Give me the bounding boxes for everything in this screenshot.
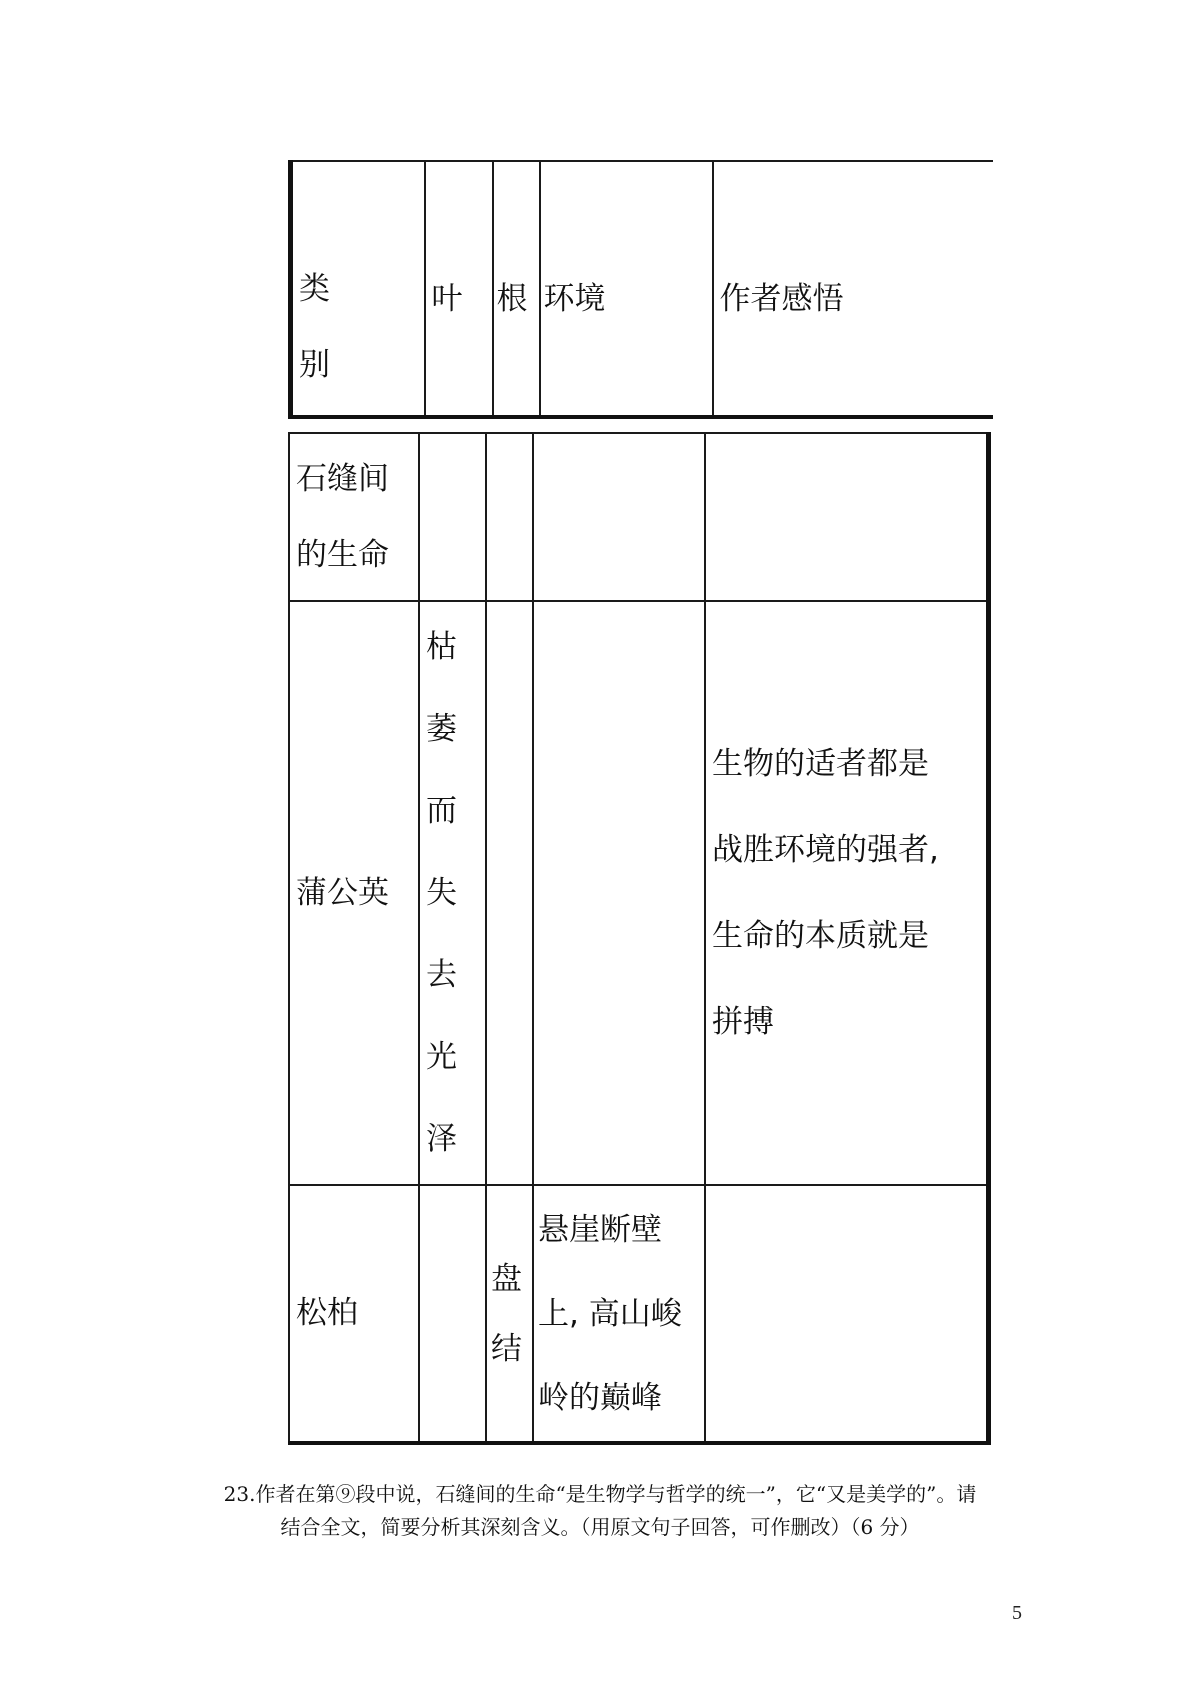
root-char: 结 [491, 1330, 522, 1367]
table-row [289, 1185, 988, 1443]
category-line: 石缝间 [296, 461, 389, 497]
insight-cell [705, 1185, 988, 1443]
insight-cell [705, 433, 988, 601]
question-line: 结合全文，简要分析其深刻含义。（用原文句子回答，可作删改）（6 分） [280, 1515, 920, 1539]
header-cell-insight [713, 161, 993, 417]
question-text [0, 1478, 1200, 1544]
leaf-char: 萎 [426, 711, 457, 747]
leaf-char: 而 [426, 793, 457, 829]
insight-line: 战胜环境的强者, [712, 832, 939, 868]
header-cell-category [291, 161, 425, 417]
header-root-label: 根 [496, 281, 528, 318]
environment-cell [533, 1185, 705, 1443]
page-number: 5 [1012, 1602, 1022, 1624]
header-insight-label: 作者感悟 [719, 281, 844, 318]
root-cell [486, 433, 533, 601]
root-char: 盘 [491, 1260, 522, 1297]
header-cell-root [493, 161, 540, 417]
header-environment-label: 环境 [543, 281, 606, 318]
leaf-cell [419, 433, 486, 601]
leaf-char: 泽 [426, 1121, 457, 1157]
root-cell [486, 1185, 533, 1443]
header-category-char2: 别 [299, 347, 330, 383]
root-cell [486, 601, 533, 1185]
environment-cell [533, 433, 705, 601]
leaf-char: 枯 [426, 629, 457, 665]
environment-line: 悬崖断壁 [538, 1211, 662, 1248]
header-category-char1: 类 [299, 271, 330, 307]
table-header-row [288, 160, 993, 419]
question-line: 23.作者在第⑨段中说，石缝间的生命“是生物学与哲学的统一”，它“又是美学的”。请 [223, 1482, 977, 1506]
insight-cell [705, 601, 988, 1185]
category-cell [289, 601, 419, 1185]
header-cell-environment [540, 161, 713, 417]
insight-line: 生物的适者都是 [712, 746, 929, 782]
environment-line: 上, 高山峻 [538, 1295, 682, 1332]
leaf-cell [419, 1185, 486, 1443]
category-text: 松柏 [296, 1295, 358, 1332]
table-row [289, 433, 988, 601]
leaf-char: 失 [426, 875, 457, 911]
header-cell-leaf [425, 161, 493, 417]
header-leaf-label: 叶 [431, 281, 463, 318]
leaf-char: 光 [426, 1039, 457, 1075]
environment-cell [533, 601, 705, 1185]
category-text: 蒲公英 [296, 874, 389, 911]
category-line: 的生命 [296, 537, 389, 573]
leaf-cell [419, 601, 486, 1185]
table-row [289, 601, 988, 1185]
leaf-char: 去 [426, 957, 457, 993]
category-cell [289, 1185, 419, 1443]
insight-line: 生命的本质就是 [712, 918, 929, 954]
insight-line: 拼搏 [712, 1004, 774, 1040]
environment-line: 岭的巅峰 [538, 1379, 662, 1416]
table-body [288, 432, 991, 1445]
category-cell [289, 433, 419, 601]
